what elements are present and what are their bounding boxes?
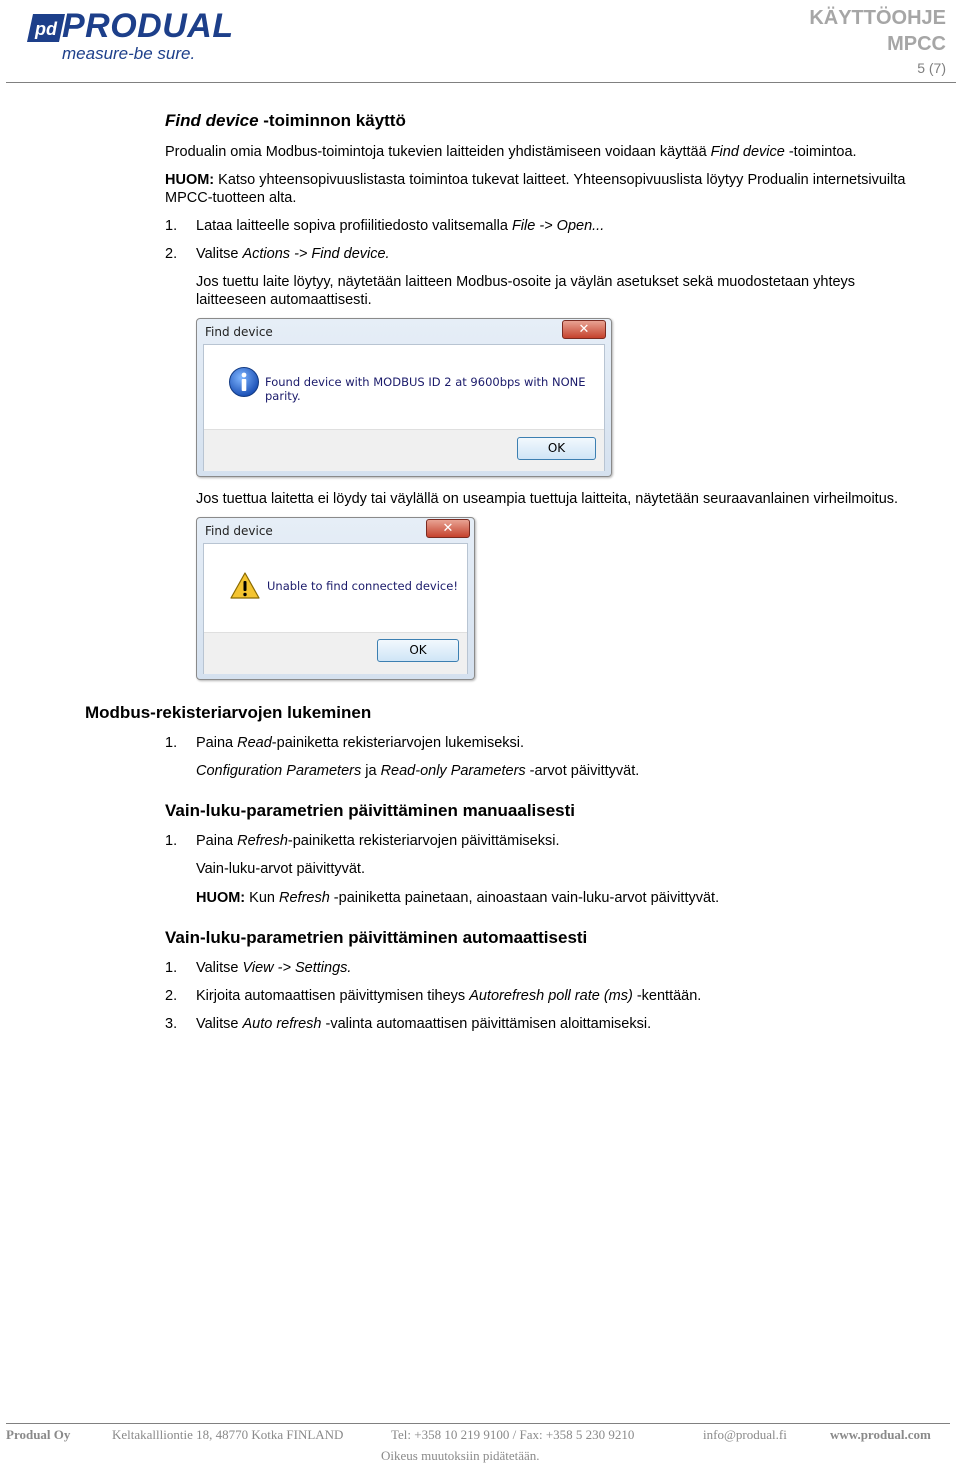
note-bold: HUOM: [165, 172, 215, 188]
dialog-title: Find device [205, 325, 273, 339]
result-mid: ja [361, 763, 381, 779]
step-pre: Valitse [196, 960, 243, 976]
footer-email[interactable]: info@produal.fi [703, 1427, 787, 1442]
manual-result: Vain-luku-arvot päivittyvät. [196, 861, 365, 877]
step-post: -painiketta rekisteriarvojen päivittämiseksi. [287, 833, 560, 849]
find-device-heading-rest: -toiminnon käyttö [258, 111, 406, 130]
step-italic: View -> Settings. [242, 960, 352, 976]
ok-button[interactable]: OK [517, 437, 596, 460]
header-divider [6, 82, 956, 83]
manual-note [196, 889, 719, 907]
dialog-footer [204, 632, 467, 674]
step-text [196, 832, 559, 850]
note-line1: Katso yhteensopivuuslistasta toimintoa tukevat laitteet. Yhteensopivuuslista löytyy Produalin internetsivuilta [214, 172, 906, 188]
step-pre: Valitse [196, 1016, 243, 1032]
step-italic: Autorefresh poll rate (ms) [469, 988, 633, 1004]
step-num: 1. [165, 735, 178, 751]
result-italic2: Read-only Parameters [380, 763, 526, 779]
note-post: -painiketta painetaan, ainoastaan vain-luku-arvot päivittyvät. [329, 890, 720, 906]
auto-section-heading: Vain-luku-parametrien päivittäminen automaattisesti [165, 928, 588, 947]
step-italic: Read [237, 735, 272, 751]
found-text-line2: laitteeseen automaattisesti. [196, 292, 372, 308]
note-pre: Kun [245, 890, 279, 906]
close-button[interactable]: ✕ [426, 519, 470, 538]
dialog-body [203, 344, 605, 471]
svg-text:pd: pd [35, 19, 57, 39]
find-device-heading [165, 110, 406, 132]
document-title-line2: MPCC [887, 33, 946, 55]
step-italic: Auto refresh [242, 1016, 322, 1032]
dialog-title: Find device [205, 524, 273, 538]
footer-web-link[interactable]: www.produal.com [830, 1427, 931, 1442]
page-number: 5 (7) [917, 60, 946, 76]
find-device-dialog-found [196, 318, 612, 477]
notfound-text: Jos tuettua laitetta ei löydy tai väylällä on useampia tuettuja laitteita, näytetään seuraavanlainen virheilmoitus. [196, 491, 899, 507]
step-post: -valinta automaattisen päivittämisen aloittamiseksi. [321, 1016, 652, 1032]
result-post: -arvot päivittyvät. [525, 763, 640, 779]
intro-text [165, 143, 857, 161]
result-italic1: Configuration Parameters [196, 763, 362, 779]
ok-button[interactable]: OK [377, 639, 459, 662]
footer-address: Keltakallliontie 18, 48770 Kotka FINLAND [112, 1427, 344, 1442]
find-device-dialog-error [196, 517, 475, 680]
step-num: 2. [165, 988, 178, 1004]
step-post: -painiketta rekisteriarvojen lukemiseksi. [271, 735, 525, 751]
warning-icon [229, 571, 261, 601]
step-italic: Actions -> Find device. [242, 246, 390, 262]
footer-web[interactable] [830, 1427, 931, 1443]
step-text [196, 1015, 651, 1033]
footer-company-name: Produal Oy [6, 1427, 71, 1442]
footer-phone: Tel: +358 10 219 9100 / Fax: +358 5 230 9210 [391, 1427, 635, 1442]
dialog-body [203, 543, 468, 674]
dialog-footer [204, 429, 604, 471]
step-italic: File -> Open... [511, 218, 605, 234]
step-text [196, 959, 351, 977]
footer-company [6, 1427, 70, 1443]
intro-pre: Produalin omia Modbus-toimintoja tukevien laitteiden yhdistämiseen voidaan käyttää [165, 144, 711, 160]
note-italic: Refresh [279, 890, 330, 906]
note-text [165, 171, 905, 189]
read-section-heading: Modbus-rekisteriarvojen lukeminen [85, 703, 372, 722]
step-num: 1. [165, 218, 178, 234]
step-num: 1. [165, 833, 178, 849]
pd-logo-icon [25, 12, 67, 44]
intro-post: -toimintoa. [784, 144, 857, 160]
footer-disclaimer: Oikeus muutoksiin pidätetään. [381, 1448, 540, 1463]
logo-brand: PRODUAL [62, 7, 234, 45]
footer-divider [6, 1423, 950, 1424]
step-pre: Kirjoita automaattisen päivittymisen tiheys [196, 988, 470, 1004]
step-text [196, 734, 524, 752]
read-result [196, 762, 639, 780]
dialog-message: Unable to find connected device! [267, 579, 458, 593]
find-device-heading-italic: Find device [165, 111, 259, 130]
dialog-message: Found device with MODBUS ID 2 at 9600bps with NONE parity. [265, 375, 586, 403]
step-italic: Refresh [237, 833, 288, 849]
document-title-line1: KÄYTTÖOHJE [809, 7, 946, 29]
step-num: 3. [165, 1016, 178, 1032]
close-button[interactable]: ✕ [562, 320, 606, 339]
step-num: 1. [165, 960, 178, 976]
step-pre: Valitse [196, 246, 243, 262]
logo-tagline: measure-be sure. [62, 44, 196, 63]
manual-section-heading: Vain-luku-parametrien päivittäminen manuaalisesti [165, 801, 576, 820]
note-text-line2: MPCC-tuotteen alta. [165, 190, 297, 206]
note-bold: HUOM: [196, 890, 246, 906]
found-text-line1: Jos tuettu laite löytyy, näytetään laitteen Modbus-osoite ja väylän asetukset sekä muodostetaan yhteys [196, 274, 856, 290]
step-pre: Paina [196, 735, 238, 751]
step-text [196, 217, 604, 235]
step-text [196, 245, 390, 263]
step-pre: Paina [196, 833, 238, 849]
step-pre: Lataa laitteelle sopiva profiilitiedosto valitsemalla [196, 218, 512, 234]
info-icon [228, 366, 260, 398]
intro-italic: Find device [710, 144, 785, 160]
step-num: 2. [165, 246, 178, 262]
step-post: -kenttään. [632, 988, 702, 1004]
document-title [809, 5, 946, 57]
step-text [196, 987, 701, 1005]
